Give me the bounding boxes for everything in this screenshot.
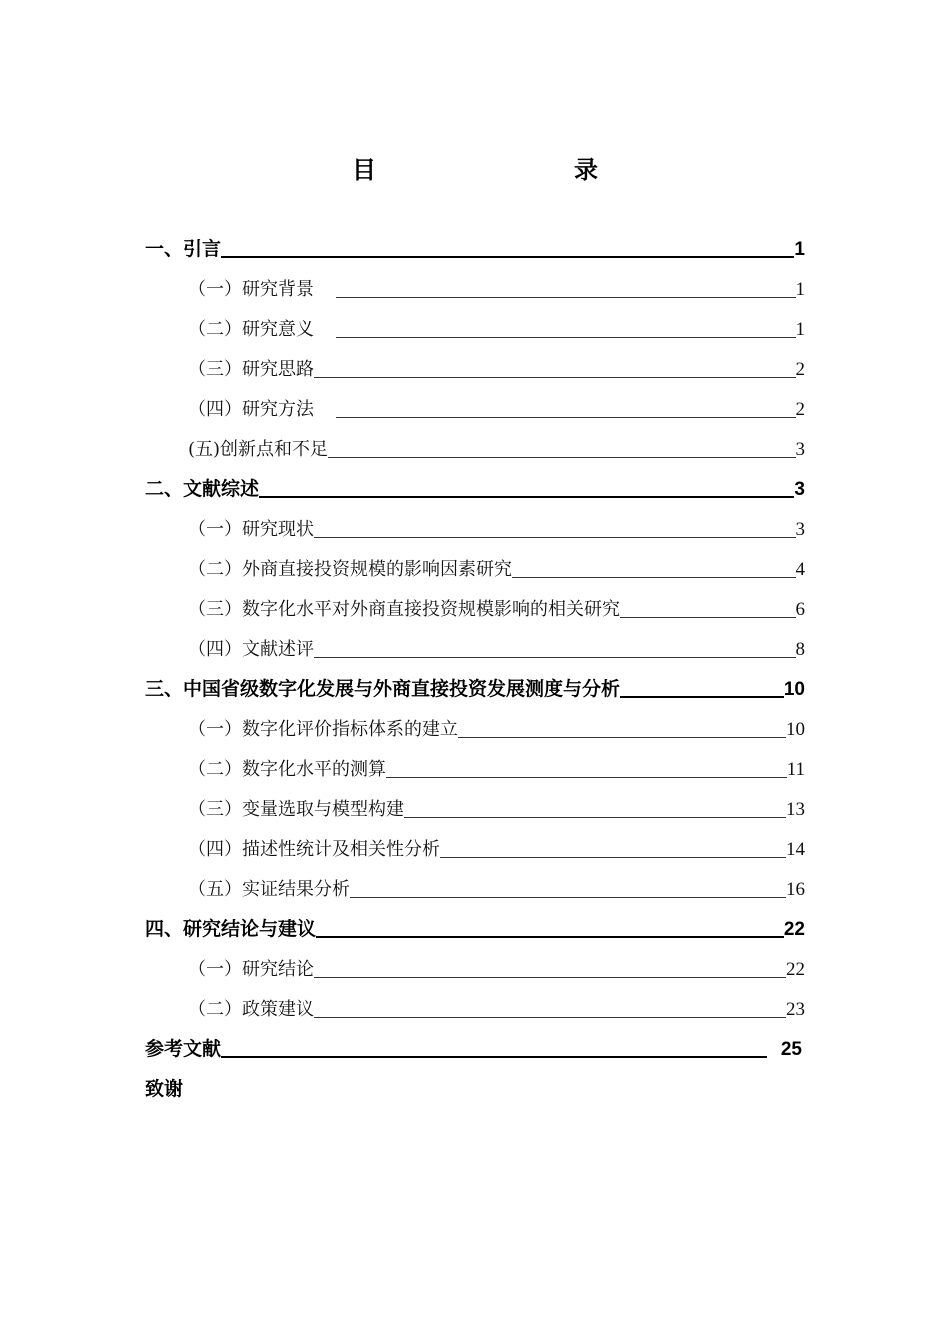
toc-page-number: 23 xyxy=(786,999,805,1020)
toc-entry-research-approach[interactable] xyxy=(145,348,805,388)
toc-entry-label: （一）研究结论 xyxy=(188,959,314,980)
toc-entry-research-significance[interactable] xyxy=(145,308,805,348)
toc-entry-conclusions-suggestions[interactable] xyxy=(145,908,805,948)
toc-leader-line xyxy=(336,337,796,338)
toc-entry-label: （四）描述性统计及相关性分析 xyxy=(188,839,440,860)
toc-entry-label: 一、引言 xyxy=(145,238,222,260)
toc-page-number: 3 xyxy=(795,439,805,460)
toc-leader-line xyxy=(512,577,796,578)
toc-entry-variables-model[interactable] xyxy=(145,788,805,828)
toc-page-number: 25 xyxy=(780,1039,802,1060)
toc-entry-label: (五)创新点和不足 xyxy=(188,439,329,460)
toc-entry-label: （四）文献述评 xyxy=(188,639,314,660)
toc-entry-research-status[interactable] xyxy=(145,508,805,548)
toc-entry-innovations-limitations[interactable] xyxy=(145,428,805,468)
toc-entry-references[interactable] xyxy=(145,1028,805,1068)
toc-leader-line xyxy=(336,417,796,418)
toc-leader-line xyxy=(336,297,796,298)
toc-leader-line xyxy=(458,737,786,738)
toc-entry-acknowledgements[interactable] xyxy=(145,1068,805,1108)
toc-entry-empirical-results[interactable] xyxy=(145,868,805,908)
toc-entry-research-methods[interactable] xyxy=(145,388,805,428)
toc-page-number: 10 xyxy=(786,719,805,740)
toc-entry-research-conclusions[interactable] xyxy=(145,948,805,988)
toc-entry-label: （二）外商直接投资规模的影响因素研究 xyxy=(188,559,512,580)
toc-page-number: 11 xyxy=(786,759,805,780)
toc-entry-label: （五）实证结果分析 xyxy=(188,879,350,900)
toc-leader-line xyxy=(328,457,795,458)
toc-leader-line xyxy=(314,657,796,658)
toc-page-number: 22 xyxy=(786,959,805,980)
toc-entry-label: 参考文献 xyxy=(145,1038,222,1060)
table-of-contents xyxy=(145,228,805,1108)
toc-page-number: 2 xyxy=(795,399,805,420)
toc-page-number: 4 xyxy=(795,559,805,580)
toc-entry-descriptive-statistics[interactable] xyxy=(145,828,805,868)
toc-leader-line xyxy=(440,857,786,858)
toc-leader-line xyxy=(350,897,786,898)
page-title: 目 录 xyxy=(352,156,648,184)
toc-leader-line xyxy=(404,817,786,818)
toc-entry-literature-review[interactable] xyxy=(145,468,805,508)
toc-leader-line xyxy=(221,256,794,258)
toc-page-number: 1 xyxy=(795,279,805,300)
toc-entry-label: （一）研究现状 xyxy=(188,519,314,540)
toc-entry-label: （四）研究方法 xyxy=(188,399,314,420)
toc-page-number: 2 xyxy=(795,359,805,380)
toc-entry-label: 致谢 xyxy=(145,1078,184,1100)
toc-entry-label: （二）研究意义 xyxy=(188,319,314,340)
toc-page-number: 8 xyxy=(795,639,805,660)
toc-entry-measurement-analysis[interactable] xyxy=(145,668,805,708)
toc-entry-policy-suggestions[interactable] xyxy=(145,988,805,1028)
toc-leader-line xyxy=(221,1056,767,1058)
toc-entry-label: 四、研究结论与建议 xyxy=(145,918,317,940)
toc-page-number: 10 xyxy=(783,679,805,700)
toc-page-number: 1 xyxy=(795,319,805,340)
toc-entry-label: （三）变量选取与模型构建 xyxy=(188,799,404,820)
toc-leader-line xyxy=(314,377,796,378)
toc-page-number: 3 xyxy=(794,479,805,500)
toc-entry-digitalization-calculation[interactable] xyxy=(145,748,805,788)
toc-entry-label: （三）数字化水平对外商直接投资规模影响的相关研究 xyxy=(188,599,620,620)
toc-entry-label: 二、文献综述 xyxy=(145,478,260,500)
toc-page-number: 13 xyxy=(786,799,805,820)
toc-entry-label: （二）政策建议 xyxy=(188,999,314,1020)
toc-page-number: 3 xyxy=(795,519,805,540)
toc-entry-introduction[interactable] xyxy=(145,228,805,268)
toc-entry-label: （三）研究思路 xyxy=(188,359,314,380)
toc-page-number: 22 xyxy=(783,919,805,940)
toc-entry-digitalization-fdi-studies[interactable] xyxy=(145,588,805,628)
toc-entry-label: 三、中国省级数字化发展与外商直接投资发展测度与分析 xyxy=(145,678,621,700)
toc-entry-label: （一）数字化评价指标体系的建立 xyxy=(188,719,458,740)
toc-entry-label: （一）研究背景 xyxy=(188,279,314,300)
toc-leader-line xyxy=(316,936,784,938)
toc-page-number: 1 xyxy=(794,239,805,260)
toc-entry-label: （二）数字化水平的测算 xyxy=(188,759,386,780)
toc-page-number: 6 xyxy=(795,599,805,620)
toc-leader-line xyxy=(620,696,784,698)
toc-page-number: 16 xyxy=(786,879,805,900)
toc-entry-research-background[interactable] xyxy=(145,268,805,308)
toc-leader-line xyxy=(314,977,786,978)
toc-leader-line xyxy=(620,617,796,618)
toc-leader-line xyxy=(314,1017,786,1018)
toc-leader-line xyxy=(314,537,796,538)
toc-entry-fdi-factors[interactable] xyxy=(145,548,805,588)
toc-leader-line xyxy=(259,496,794,498)
toc-leader-line xyxy=(386,777,787,778)
toc-page-number: 14 xyxy=(786,839,805,860)
toc-entry-index-system[interactable] xyxy=(145,708,805,748)
toc-entry-literature-commentary[interactable] xyxy=(145,628,805,668)
